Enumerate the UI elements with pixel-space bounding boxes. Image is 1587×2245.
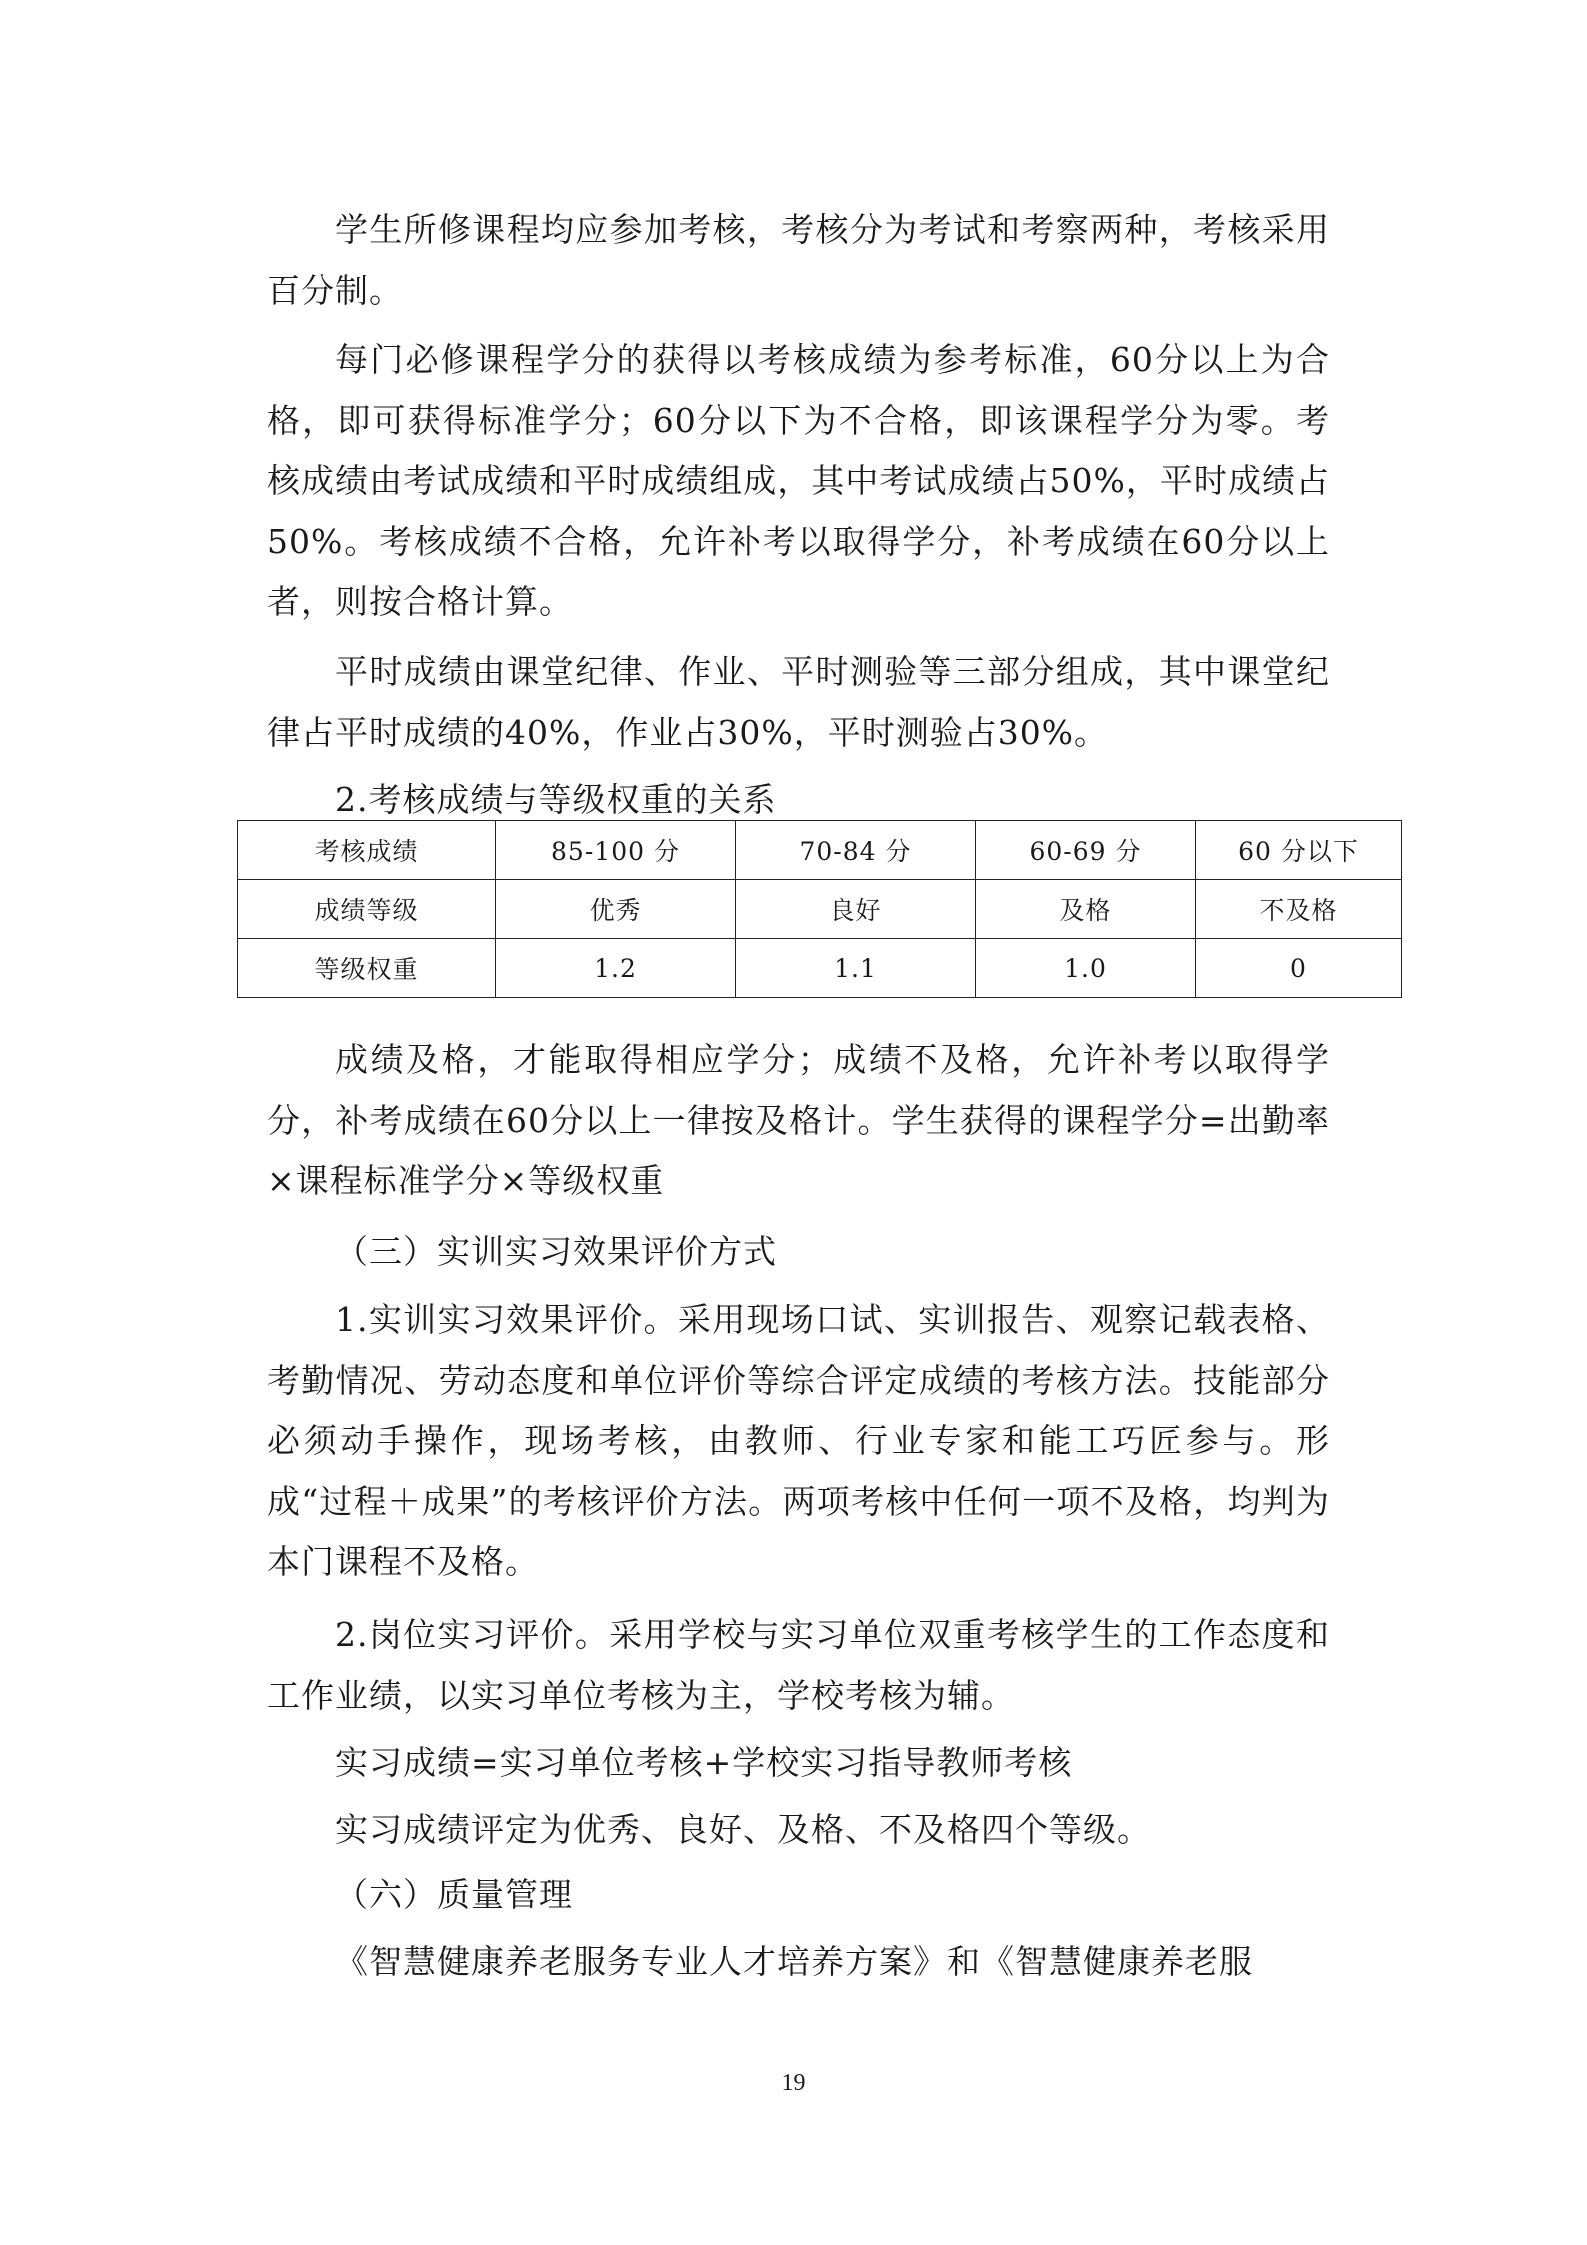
page-number: 19 [781, 2070, 806, 2096]
table-row [238, 939, 1402, 998]
table-cell: 优秀 [496, 880, 736, 939]
heading-grade-weight: 2.考核成绩与等级权重的关系 [335, 780, 777, 819]
table-row [238, 821, 1402, 880]
table-cell: 1.2 [496, 939, 736, 998]
table-cell: 等级权重 [238, 939, 496, 998]
internship-grades: 实习成绩评定为优秀、良好、及格、不及格四个等级。 [335, 1810, 1151, 1849]
table-cell: 成绩等级 [238, 880, 496, 939]
paragraph-regular-score: 平时成绩由课堂纪律、作业、平时测验等三部分组成，其中课堂纪律占平时成绩的40%，作业占30%，平时测验占30%。 [267, 652, 1330, 752]
table-cell: 60-69 分 [976, 821, 1196, 880]
table-cell: 1.1 [736, 939, 976, 998]
table-cell: 良好 [736, 880, 976, 939]
table-cell: 0 [1196, 939, 1402, 998]
paragraph-internship-evaluation: 2.岗位实习评价。采用学校与实习单位双重考核学生的工作态度和工作业绩，以实习单位考核为主，学校考核为辅。 [267, 1615, 1330, 1715]
table-row [238, 880, 1402, 939]
table-cell: 及格 [976, 880, 1196, 939]
table-cell: 考核成绩 [238, 821, 496, 880]
table-cell: 不及格 [1196, 880, 1402, 939]
paragraph-credit-rules: 每门必修课程学分的获得以考核成绩为参考标准，60分以上为合格，即可获得标准学分；60分以下为不合格，即该课程学分为零。考核成绩由考试成绩和平时成绩组成，其中考试成绩占50%，平时成绩占50%。考核成绩不合格，允许补考以取得学分，补考成绩在60分以上者，则按合格计算。 [267, 340, 1330, 621]
heading-quality-management: （六）质量管理 [335, 1875, 573, 1914]
paragraph-quality-management: 《智慧健康养老服务专业人才培养方案》和《智慧健康养老服 [335, 1942, 1253, 1981]
heading-practice-evaluation: （三）实训实习效果评价方式 [335, 1232, 777, 1271]
table-cell: 1.0 [976, 939, 1196, 998]
table-cell: 60 分以下 [1196, 821, 1402, 880]
internship-formula: 实习成绩=实习单位考核+学校实习指导教师考核 [335, 1743, 1073, 1782]
paragraph-pass-credit: 成绩及格，才能取得相应学分；成绩不及格，允许补考以取得学分，补考成绩在60分以上一律按及格计。学生获得的课程学分=出勤率×课程标准学分×等级权重 [267, 1040, 1330, 1200]
grade-weight-table [237, 820, 1402, 998]
paragraph-exam-overview: 学生所修课程均应参加考核，考核分为考试和考察两种，考核采用百分制。 [267, 210, 1330, 310]
table-cell: 85-100 分 [496, 821, 736, 880]
table-cell: 70-84 分 [736, 821, 976, 880]
paragraph-practice-evaluation: 1.实训实习效果评价。采用现场口试、实训报告、观察记载表格、考勤情况、劳动态度和单位评价等综合评定成绩的考核方法。技能部分必须动手操作，现场考核，由教师、行业专家和能工巧匠参与。形成“过程＋成果”的考核评价方法。两项考核中任何一项不及格，均判为本门课程不及格。 [267, 1300, 1330, 1581]
